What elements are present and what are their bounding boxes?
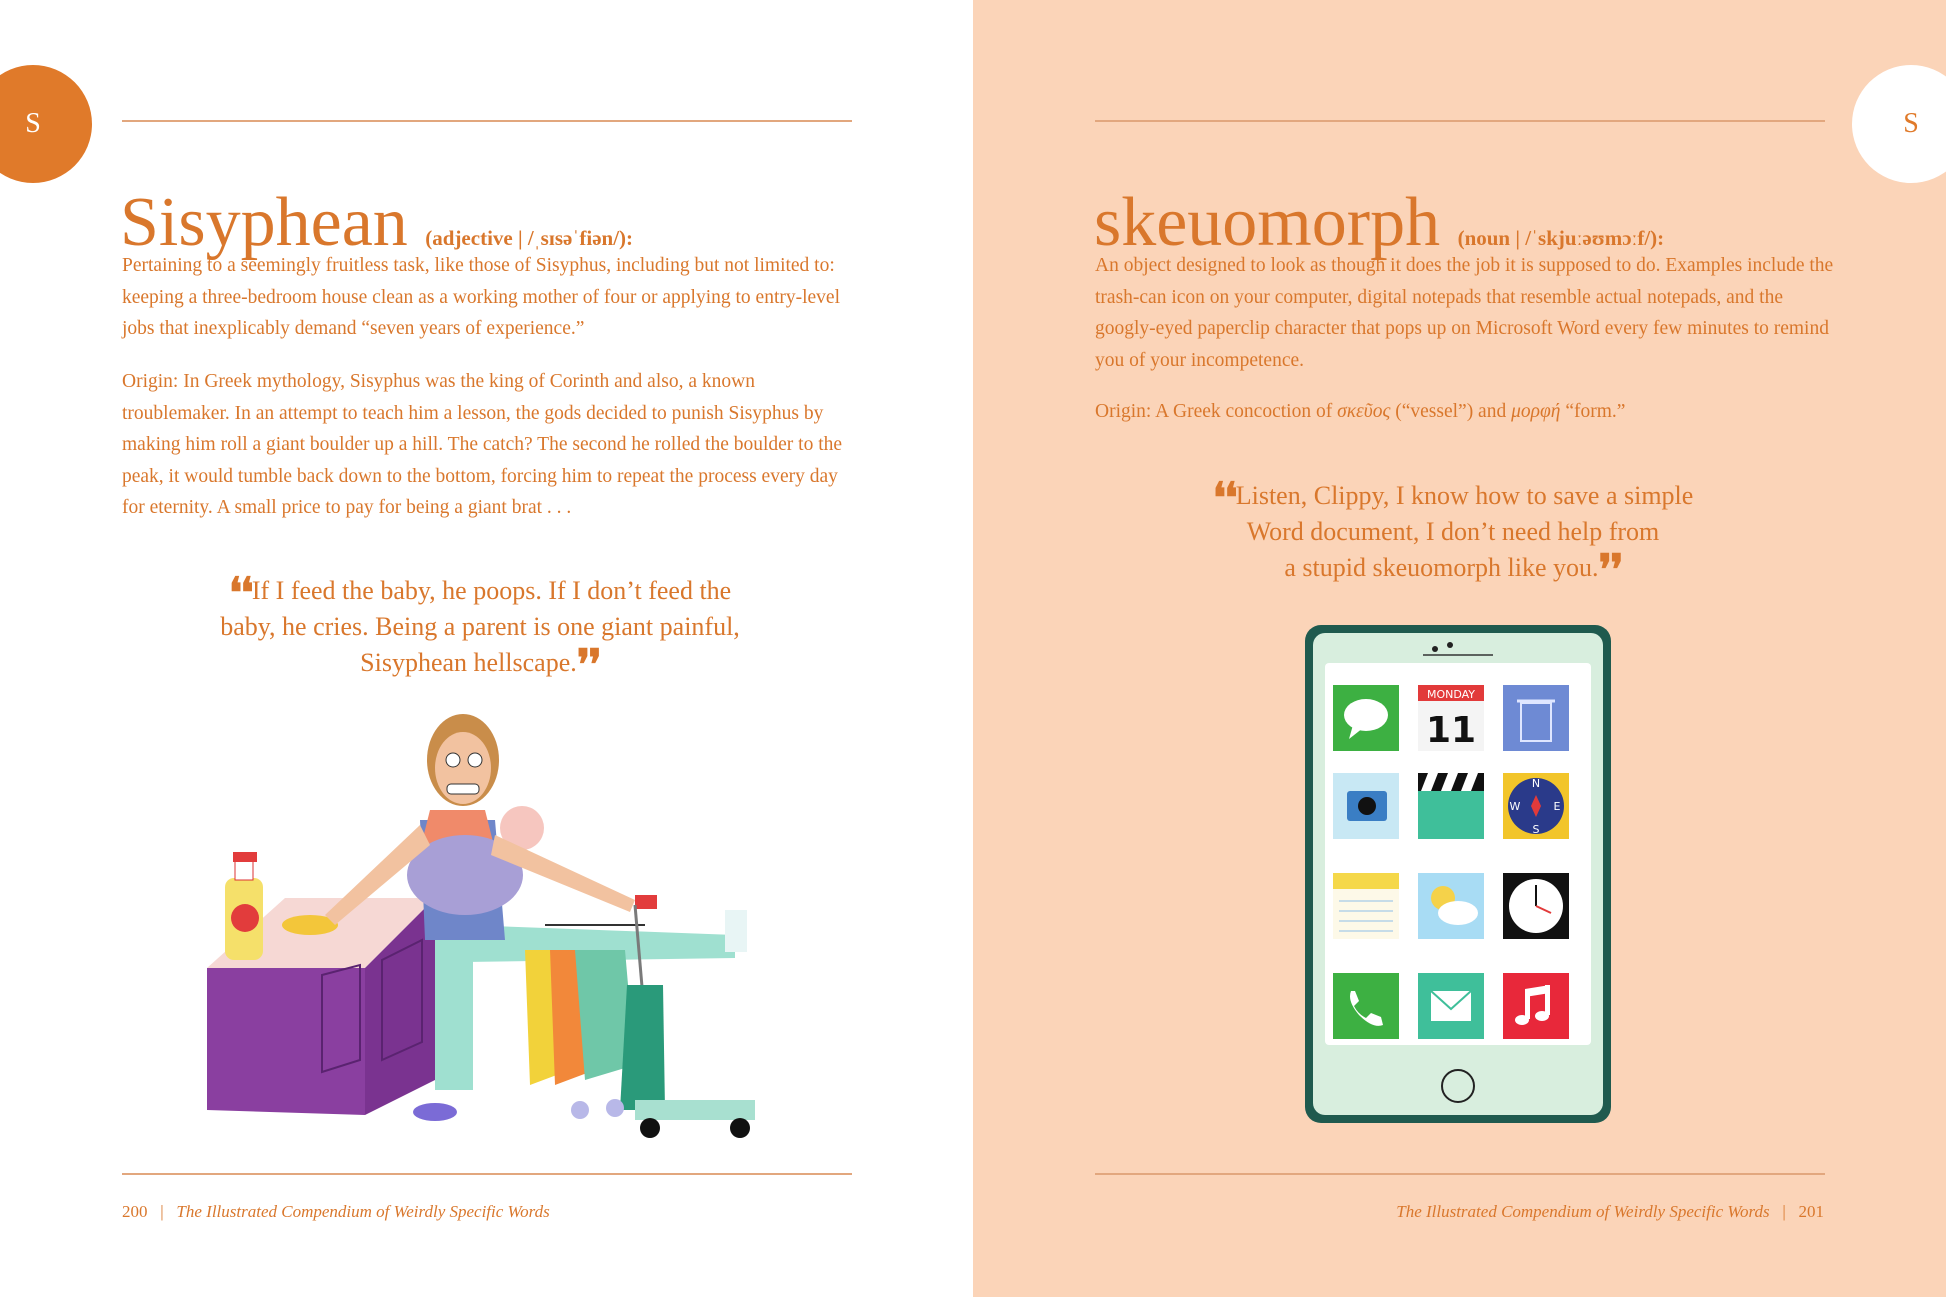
quote (1133, 476, 1773, 594)
trash-icon (1503, 685, 1569, 751)
calendar-day: MONDAY (1426, 688, 1476, 701)
book-title: The Illustrated Compendium of Weirdly Specific Words (1396, 1202, 1770, 1221)
quote (150, 571, 810, 689)
headword-text: Sisyphean (120, 184, 408, 261)
letter-tab: S (0, 65, 92, 183)
folio-separator: | (151, 1202, 173, 1221)
weather-icon (1418, 873, 1484, 939)
top-rule (122, 120, 852, 122)
page-number: 200 (122, 1202, 148, 1221)
folio (122, 1202, 550, 1222)
svg-text:W: W (1509, 800, 1521, 813)
svg-text:E: E (1553, 800, 1561, 813)
clock-icon (1503, 873, 1569, 939)
music-icon (1503, 973, 1569, 1039)
notes-icon (1333, 873, 1399, 939)
shoe (413, 1103, 457, 1121)
origin: Origin: A Greek concoction of σκεῦος (“vessel”) and μορφή “form.” (1095, 401, 1626, 422)
calendar-icon (1418, 685, 1484, 751)
definition: Pertaining to a seemingly fruitless task, like those of Sisyphus, including but not limited to: keeping a three-bedroom house clean as a working mother of four or applying to entry-level jobs that inexplicably demand “seven years of experience.” (122, 255, 841, 339)
close-quote-mark: ❜❜ (1598, 548, 1622, 594)
calendar-date: 11 (1425, 710, 1477, 751)
mail-icon (1418, 973, 1484, 1039)
greek-word: σκεῦος (1337, 401, 1391, 422)
dust-cloud (571, 1101, 589, 1119)
compass-icon (1503, 773, 1569, 839)
quote-line: baby, he cries. Being a parent is one giant painful, (220, 612, 740, 641)
part-of-speech: (noun | /ˈskjuːəʊmɔːf/): (1457, 226, 1665, 250)
top-rule (1095, 120, 1825, 122)
video-clapper-icon (1418, 773, 1484, 839)
bottom-rule (122, 1173, 852, 1175)
right-page (973, 0, 1946, 1297)
quote-line: a stupid skeuomorph like you. (1284, 553, 1599, 582)
bottom-rule (1095, 1173, 1825, 1175)
quote-line: Listen, Clippy, I know how to save a simple (1235, 481, 1694, 510)
svg-text:S: S (1532, 823, 1540, 836)
folio-separator: | (1773, 1202, 1795, 1221)
part-of-speech: (adjective | /ˌsɪsəˈfiən/): (425, 226, 634, 250)
vacuum (620, 985, 665, 1110)
headword-text: skeuomorph (1094, 184, 1441, 261)
mother-cleaning-illustration (195, 700, 775, 1145)
quote-line: Sisyphean hellscape. (360, 648, 577, 677)
folio (1396, 1202, 1824, 1222)
headword (120, 184, 634, 261)
headword (1094, 184, 1665, 261)
close-quote-mark: ❜❜ (576, 643, 600, 689)
svg-text:N: N (1531, 777, 1541, 790)
definition: An object designed to look as though it does the job it is supposed to do. Examples include the trash-can icon on your computer, digital notepads that resemble actual notepads, and the googly-eyed paperclip character that pops up on Microsoft Word every few minutes to remind you of your incompetence. (1095, 255, 1834, 371)
messages-icon (1333, 685, 1399, 751)
cabinet-side (207, 968, 365, 1115)
book-title: The Illustrated Compendium of Weirdly Specific Words (176, 1202, 550, 1221)
page-number: 201 (1798, 1202, 1824, 1221)
quote-line: Word document, I don’t need help from (1246, 517, 1660, 546)
origin: Origin: In Greek mythology, Sisyphus was the king of Corinth and also, a known troublemaker. In an attempt to teach him a lesson, the gods decided to punish Sisyphus by making him roll a giant boulder up a hill. The catch? The second he rolled the boulder to the peak, it would tumble back down to the bottom, forcing him to repeat the process every day for eternity. A small price to pay for being a giant brat . . . (122, 371, 843, 518)
greek-word: μορφή (1511, 401, 1561, 422)
open-quote-mark: ❛❛ (1212, 476, 1236, 522)
camera-icon (1333, 773, 1399, 839)
open-quote-mark: ❛❛ (228, 571, 252, 617)
smartphone-illustration (1303, 623, 1613, 1125)
letter-tab: S (1852, 65, 1946, 183)
phone-icon (1333, 973, 1399, 1039)
quote-line: If I feed the baby, he poops. If I don’t feed the (251, 576, 732, 605)
